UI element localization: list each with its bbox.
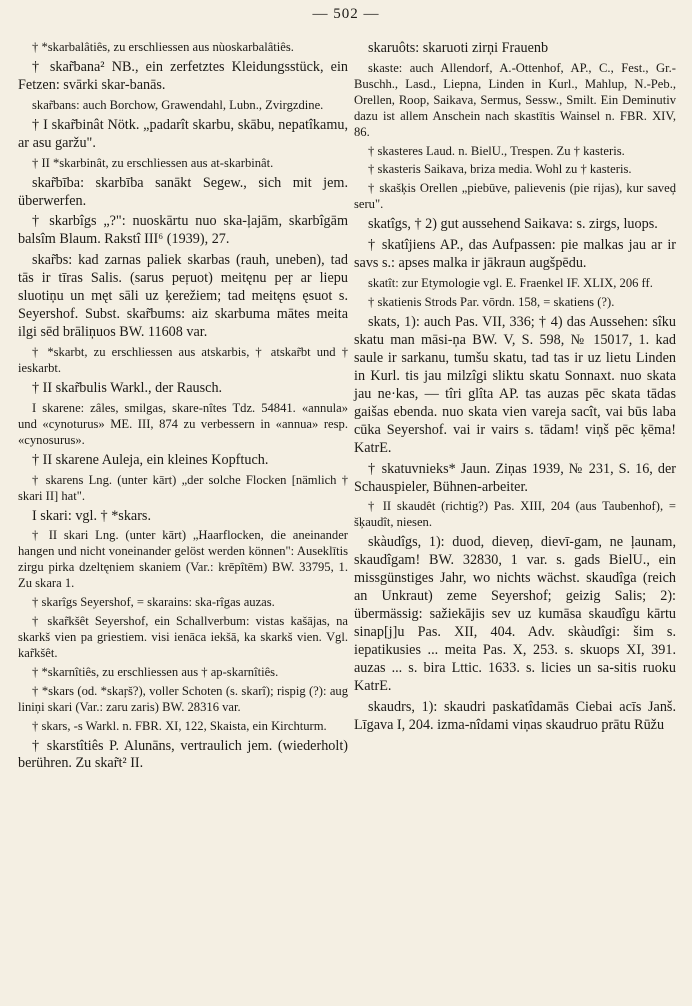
right-column xyxy=(354,40,676,738)
dictionary-entry: † skatienis Strods Par. vōrdn. 158, = skatiens (?). xyxy=(368,295,615,310)
dictionary-entry: † skarstîtiês P. Alunāns, vertraulich jem. (wiederholt) berühren. Zu skar̃t² II. xyxy=(18,737,348,772)
dictionary-entry: † II skarene Auleja, ein kleines Kopftuch. xyxy=(32,451,269,468)
dictionary-entry: † skatuvnieks* Jaun. Ziņas 1939, № 231, S. 16, der Schauspieler, Bühnen-arbeiter. xyxy=(354,460,676,495)
dictionary-entry: skaste: auch Allendorf, A.-Ottenhof, AP., C., Fest., Gr.-Buschh., Lasd., Liepna, Linden in Kurl., Mahlup, N.-Peb., Orellen, Roop, Saikava, Sermus, Sessw., Smilt. Ein Deminutiv dazu ist allem Anschein nach skastītis Wainsel n. FBR. XIV, 86. xyxy=(354,60,676,139)
dictionary-entry: † II skaudêt (richtig?) Pas. XIII, 204 (aus Taubenhof), = šķaudît, niesen. xyxy=(354,499,676,530)
dictionary-entry: † *skarnîtiês, zu erschliessen aus † ap-skarnîtiês. xyxy=(32,664,279,679)
dictionary-entry: † skasteris Saikava, briza media. Wohl zu † kasteris. xyxy=(368,162,632,177)
dictionary-entry: † skarbîgs „?": nuoskārtu nuo ska-ļajām, skarbîgām balsîm Blaum. Rakstî III⁶ (1939), 27. xyxy=(18,213,348,248)
dictionary-entry: † skatîjiens AP., das Aufpassen: pie malkas jau ar ir savs s.: apses malka ir jākraun augšpēdu. xyxy=(354,237,676,272)
dictionary-entry: skar̃bs: kad zarnas paliek skarbas (rauh, uneben), tad tās ir tīras Salis. (sarus peŗuot) meitęnu peŗ ar liepu sluotiņu un męt sāli uz ķerežiem; tad meitęns ęsuot s. Seyershof. Subst. skar̃bums: aiz skarbuma mātes meita ilgi sēd brāliņuos BW. 11608 var. xyxy=(18,252,348,341)
dictionary-entry: skatît: zur Etymologie vgl. E. Fraenkel IF. XLIX, 206 ff. xyxy=(368,276,653,291)
dictionary-entry: skats, 1): auch Pas. VII, 336; † 4) das Aussehen: sîku skatu man māsi-ņa BW. V, S. 598, № 15017, 1. kad saule ir sarkanu, tumšu skatu, tad tas ir uz lietu Linden in Kurl. tis jau milzîgi sliktu skatu Sonnaxt. nuo skata jau ne·kas, — tîri glîta AP. tas auzas pēc skata tādas gaišas ebenda. nuo skata vien vareja sacît, vai būs laba cūka Seyershof. vai ir vairs s. tādam! viņš pēc ķēma! KatrE. xyxy=(354,313,676,456)
dictionary-entry: † skarîgs Seyershof, = skarains: ska-rîgas auzas. xyxy=(32,595,275,610)
left-column xyxy=(18,40,348,776)
dictionary-entry: skar̃bība: skarbība sanākt Segew., sich mit jem. überwerfen. xyxy=(18,174,348,209)
dictionary-entry: † skar̃bana² NB., ein zerfetztes Kleidungsstück, ein Fetzen: svārki skar-banās. xyxy=(18,58,348,93)
dictionary-entry: † II skari Lng. (unter kārt) „Haarflocken, die aneinander hangen und nicht voneinander gelöst werden können": Auseklītis zirgu pirka dzeltęniem skaniem (Var.: krēpîtēm) BW. 33795, 1. Zu skara 1. xyxy=(18,528,348,591)
dictionary-entry: † I skar̃binât Nötk. „padarît skarbu, skābu, nepatîkamu, ar asu garžu". xyxy=(18,116,348,151)
dictionary-entry: † *skars (od. *skaŗš?), voller Schoten (s. skarî); rispig (?): aug liniņi skari (Var.: zaru zaris) BW. 28316 var. xyxy=(18,683,348,714)
dictionary-entry: † skarens Lng. (unter kārt) „der solche Flocken [nämlich † skari II] hat". xyxy=(18,472,348,503)
dictionary-entry: † skasteres Laud. n. BielU., Trespen. Zu † kasteris. xyxy=(368,143,625,158)
dictionary-entry: † II skar̃bulis Warkl., der Rausch. xyxy=(32,380,223,396)
dictionary-entry: † *skarbt, zu erschliessen aus atskarbis, † atskar̃bt und † ieskarbt. xyxy=(18,345,348,376)
dictionary-entry: skar̃bans: auch Borchow, Grawendahl, Lubn., Zvirgzdine. xyxy=(32,97,324,112)
dictionary-entry: skaruôts: skaruoti zirņi Frauenb xyxy=(368,40,549,56)
dictionary-entry: skàudîgs, 1): duod, dieveņ, dievī-gam, ne ļaunam, skaudîgam! BW. 32830, 1 var. s. gads BielU., ein missgünstiges Jahr, wo nichts wächst. skaudîga (reich an Unkraut) zeme Seyershof; geizig Salis; 2): übermässig: sažiekājis sev uz kumāsa skaudîgu kārtu sinap[j]u Pas. XII, 404. Adv. skàudîgi: šim s. iepatikusies ... meita Pas. X, 253. s. skuops XI, 391. auzas ... s. bira Lttic. 1633. s. licies un sa-sitis ruoku KatrE. xyxy=(354,534,676,694)
dictionary-entry: skatîgs, † 2) gut aussehend Saikava: s. zirgs, luops. xyxy=(368,216,658,233)
dictionary-entry: † skars, -s Warkl. n. FBR. XI, 122, Skaista, ein Kirchturm. xyxy=(32,718,327,733)
dictionary-entry: skaudrs, 1): skaudri paskatîdamās Ciebai acīs Janš. Līgava I, 204. izma-nîdami viņas skaudruo prātu Rūžu xyxy=(354,698,676,733)
page-number: — 502 — xyxy=(312,6,380,22)
dictionary-entry: † skašķis Orellen „piebūve, palievenis (pie rijas), kur saveḑ seru". xyxy=(354,181,676,212)
dictionary-entry: † skar̃kšêt Seyershof, ein Schallverbum: vistas kašājas, na skarkš vien pa griestiem. visi ienāca iekšā, ka skarkš vien. Vgl. kar̃kšêt. xyxy=(18,614,348,660)
dictionary-entry: I skarene: zâles, smilgas, skare-nîtes Tdz. 54841. «annula» und «cynoturus» ME. III, 874 zu verbessern in «annua» resp. «cynosurus». xyxy=(18,400,348,447)
dictionary-entry: † II *skarbinât, zu erschliessen aus at-skarbinât. xyxy=(32,155,274,170)
dictionary-entry: † *skarbalâtiês, zu erschliessen aus nùoskarbalâtiês. xyxy=(32,40,294,54)
dictionary-entry: I skari: vgl. † *skars. xyxy=(32,507,152,524)
